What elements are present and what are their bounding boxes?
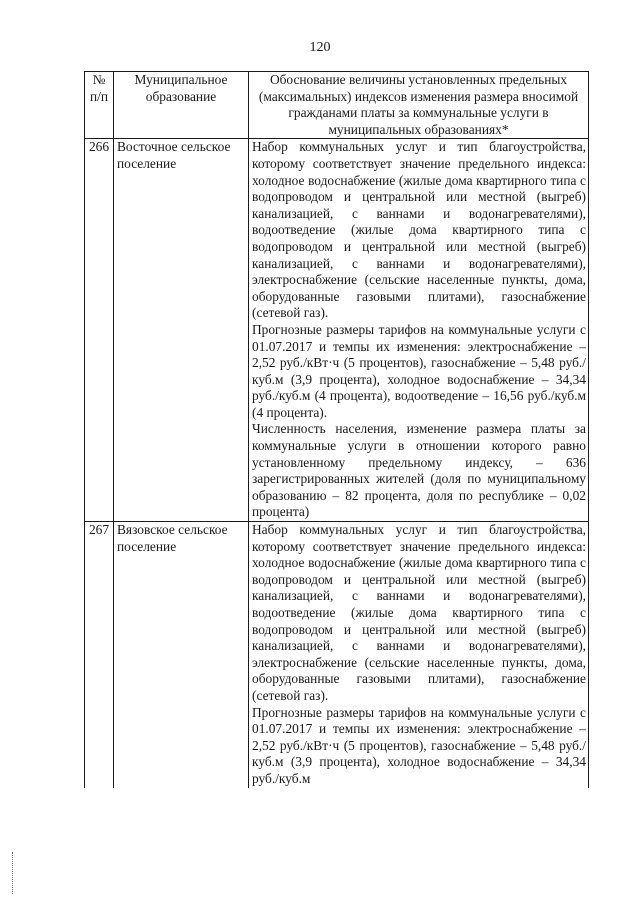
table-row (85, 522, 589, 788)
tariffs-paragraph: Прогнозные размеры тарифов на коммунальные услуги с 01.07.2017 и темпы их изменения: электроснабжение – 2,52 руб./кВт·ч (5 процентов), газоснабжение – 5,48 руб./куб.м (3,9 процента), холодное водоснабжение – 34,34 руб./куб.м (252, 704, 586, 786)
services-paragraph: Набор коммунальных услуг и тип благоустройства, которому соответствует значение предельного индекса: холодное водоснабжение (жилые дома квартирного типа с водопроводом и центральной или местной (выгреб) канализацией, с ваннами и водонагревателями), водоотведение (жилые дома квартирного типа с водопроводом и центральной или местной (выгреб) канализацией, с ваннами и водонагревателями), электроснабжение (сельские населенные пункты, дома, оборудованные газовыми плитами), газоснабжение (сетевой газ). (252, 139, 586, 321)
population-paragraph: Численность населения, изменение размера платы за коммунальные услуги в отношении которого равно установленному предельному индексу, – 636 зарегистрированных жителей (доля по муниципальному образованию – 82 процента, доля по республике – 0,02 процента) (252, 421, 586, 520)
table-header-row (85, 72, 589, 139)
tariffs-paragraph: Прогнозные размеры тарифов на коммунальные услуги с 01.07.2017 и темпы их изменения: электроснабжение – 2,52 руб./кВт·ч (5 процентов), газоснабжение – 5,48 руб./куб.м (3,9 процента), холодное водоснабжение – 34,34 руб./куб.м (4 процента), водоотведение – 16,56 руб./куб.м (4 процента). (252, 321, 586, 420)
scan-margin-mark (12, 852, 15, 894)
services-paragraph: Набор коммунальных услуг и тип благоустройства, которому соответствует значение предельного индекса: холодное водоснабжение (жилые дома квартирного типа с водопроводом и центральной или местной (выгреб) канализацией, с ваннами и водонагревателями), водоотведение (жилые дома квартирного типа с водопроводом и центральной или местной (выгреб) канализацией, с ваннами и водонагревателями), электроснабжение (сельские населенные пункты, дома, оборудованные газовыми плитами), газоснабжение (сетевой газ). (252, 522, 586, 703)
header-municipality: Муниципальное образование (114, 72, 249, 139)
table-row (85, 139, 589, 522)
justification-cell (249, 522, 589, 788)
page-number: 120 (309, 40, 331, 55)
tariff-justification-table (84, 71, 589, 788)
municipality-name: Вязовское сельское поселение (114, 522, 249, 788)
municipality-name: Восточное сельское поселение (114, 139, 249, 522)
header-number: № п/п (85, 72, 114, 139)
justification-cell (249, 139, 589, 522)
row-number: 267 (85, 522, 114, 788)
row-number: 266 (85, 139, 114, 522)
header-justification: Обоснование величины установленных предельных (максимальных) индексов изменения размера вносимой гражданами платы за коммунальные услуги в муниципальных образованиях* (249, 72, 589, 139)
